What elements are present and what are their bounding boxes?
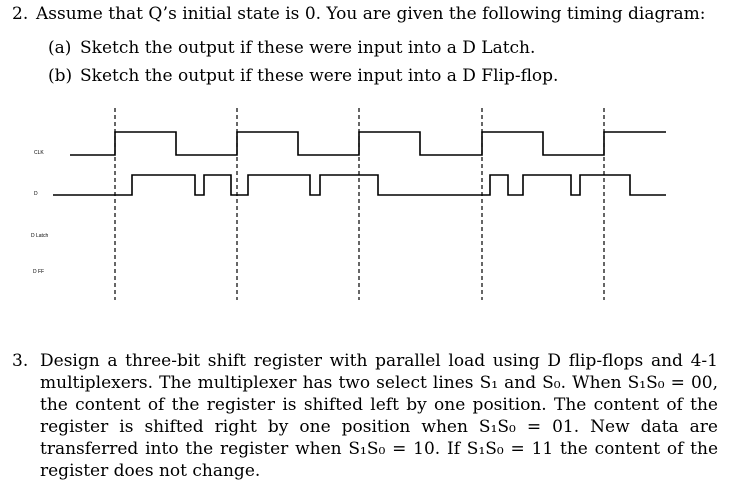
question-3-text: Design a three-bit shift register with parallel load using D flip-flops and 4-1 multiplexers. The multiplexer has two select lines S₁ and S₀. When S₁S₀ = 00, the content of the register is shifted left by one position. The content of the register is shifted right by one position when S₁S₀ = 01. New data are transferred into the register when S₁S₀ = 10. If S₁S₀ = 11 the content of the register does not change. (40, 351, 718, 481)
signal-label-d-ff: D FF (33, 269, 45, 275)
question-3 (12, 350, 718, 482)
question-2-text: Assume that Q’s initial state is 0. You are given the following timing diagram: (36, 4, 706, 24)
clk-waveform (70, 132, 666, 155)
signal-label-d-latch: D Latch (31, 233, 49, 239)
question-2-number: 2. (12, 4, 29, 24)
part-b-text: Sketch the output if these were input into a D Flip-flop. (80, 66, 559, 86)
part-b-label: (b) (48, 66, 73, 86)
signal-label-d: D (34, 191, 38, 197)
part-a-text: Sketch the output if these were input into a D Latch. (80, 38, 536, 58)
signal-label-clk: CLK (34, 150, 44, 156)
part-a-label: (a) (48, 38, 72, 58)
question-3-number: 3. (12, 351, 29, 371)
